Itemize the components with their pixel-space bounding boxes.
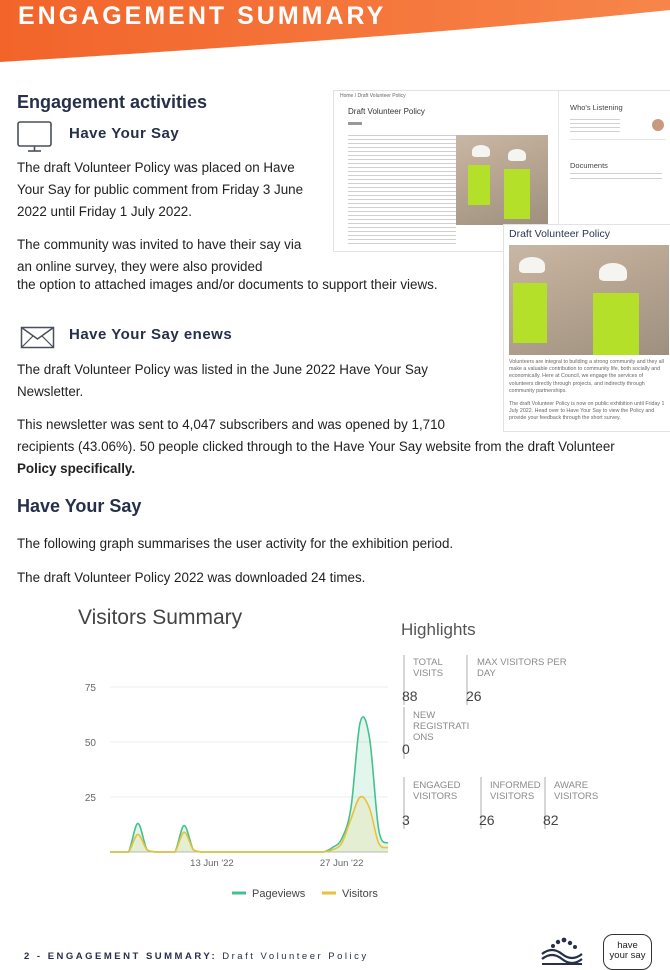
screenshot-text-lines: [348, 135, 456, 245]
y-tick-label: 50: [84, 738, 96, 749]
y-tick-label: 75: [84, 683, 96, 694]
hys-paragraph-2a: The community was invited to have their say via an online survey, they were also provided: [17, 237, 302, 274]
section-heading-activities: Engagement activities: [17, 92, 208, 112]
informed-label: INFORMED VISITORS: [490, 780, 541, 802]
card-paragraph-1: Volunteers are integral to building a strong community and they all make a valuable contribution to community life, both socially and economically. Here at Council, we engage the services of volunteers directly through projects, and indirectly through community partnerships.: [509, 359, 664, 394]
share-icons: [348, 122, 362, 125]
total-visits-value: 88: [402, 688, 418, 704]
new-registrations-value: 0: [402, 741, 410, 757]
whos-listening-heading: Who's Listening: [570, 103, 623, 112]
subheading-enews: Have Your Say enews: [69, 326, 233, 343]
envelope-icon: [20, 326, 56, 350]
engaged-label: ENGAGED VISITORS: [413, 780, 461, 802]
enews-paragraph-2b: recipients (43.06%). 50 people clicked through to the Have Your Say website from the draft Volunteer Policy specifically.: [17, 439, 615, 476]
banner-title: ENGAGEMENT SUMMARY: [18, 2, 387, 30]
max-visitors-label: MAX VISITORS PER DAY: [477, 657, 567, 679]
engaged-value: 3: [402, 812, 410, 828]
have-your-say-badge: [603, 934, 652, 970]
x-tick-label: 27 Jun '22: [319, 858, 364, 869]
legend-label-visitors: Visitors: [342, 888, 378, 900]
hys-paragraph-1: The draft Volunteer Policy was placed on Have Your Say for public comment from Friday 3 June 2022 until Friday 1 July 2022.: [17, 160, 304, 219]
aware-label: AWARE VISITORS: [554, 780, 599, 802]
enews-paragraph-1: The draft Volunteer Policy was listed in the June 2022 Have Your Say Newsletter.: [17, 362, 428, 399]
highlights-title: Highlights: [401, 620, 476, 639]
hys2-paragraph-1: The following graph summarises the user activity for the exhibition period.: [17, 536, 454, 551]
total-visits-label: TOTAL VISITS: [413, 657, 444, 679]
series-area-visitors: [110, 797, 388, 852]
screenshot-photo: [456, 135, 548, 225]
aware-value: 82: [543, 812, 559, 828]
visitors-chart: [70, 660, 400, 910]
max-visitors-value: 26: [466, 688, 482, 704]
card-photo: [509, 245, 669, 355]
enews-paragraph-2a: This newsletter was sent to 4,047 subscribers and was opened by 1,710: [17, 417, 446, 432]
x-tick-label: 13 Jun '22: [190, 858, 234, 869]
section-heading-have-your-say: Have Your Say: [17, 496, 142, 516]
listener-text: [570, 119, 620, 133]
informed-value: 26: [479, 812, 495, 828]
screenshot-breadcrumb: Home / Draft Volunteer Policy: [340, 93, 406, 99]
chart-title: Visitors Summary: [78, 606, 243, 629]
legend-label-pageviews: Pageviews: [252, 888, 306, 900]
screenshot-title: Draft Volunteer Policy: [348, 107, 425, 116]
footer-text: 2 - ENGAGEMENT SUMMARY: Draft Volunteer Policy: [24, 951, 369, 962]
hys2-paragraph-2: The draft Volunteer Policy 2022 was downloaded 24 times.: [17, 570, 366, 585]
card-paragraph-2: The draft Volunteer Policy is now on public exhibition until Friday 1 July 2022. Head over to Have Your Say to view the Policy and provide your feedback through the short survey.: [509, 401, 665, 422]
card-title: Draft Volunteer Policy: [509, 228, 610, 240]
badge-label: have your say: [609, 940, 646, 961]
y-tick-label: 25: [84, 793, 96, 804]
subheading-have-your-say: Have Your Say: [69, 125, 180, 142]
avatar: [652, 119, 664, 131]
port-macquarie-logo: [538, 934, 586, 966]
documents-list: [570, 173, 662, 183]
monitor-icon: [16, 120, 54, 154]
hys-paragraph-2b: the option to attached images and/or documents to support their views.: [17, 277, 438, 292]
documents-heading: Documents: [570, 161, 608, 170]
new-registrations-label: NEW REGISTRATI ONS: [413, 710, 470, 743]
policy-card: [503, 224, 670, 432]
